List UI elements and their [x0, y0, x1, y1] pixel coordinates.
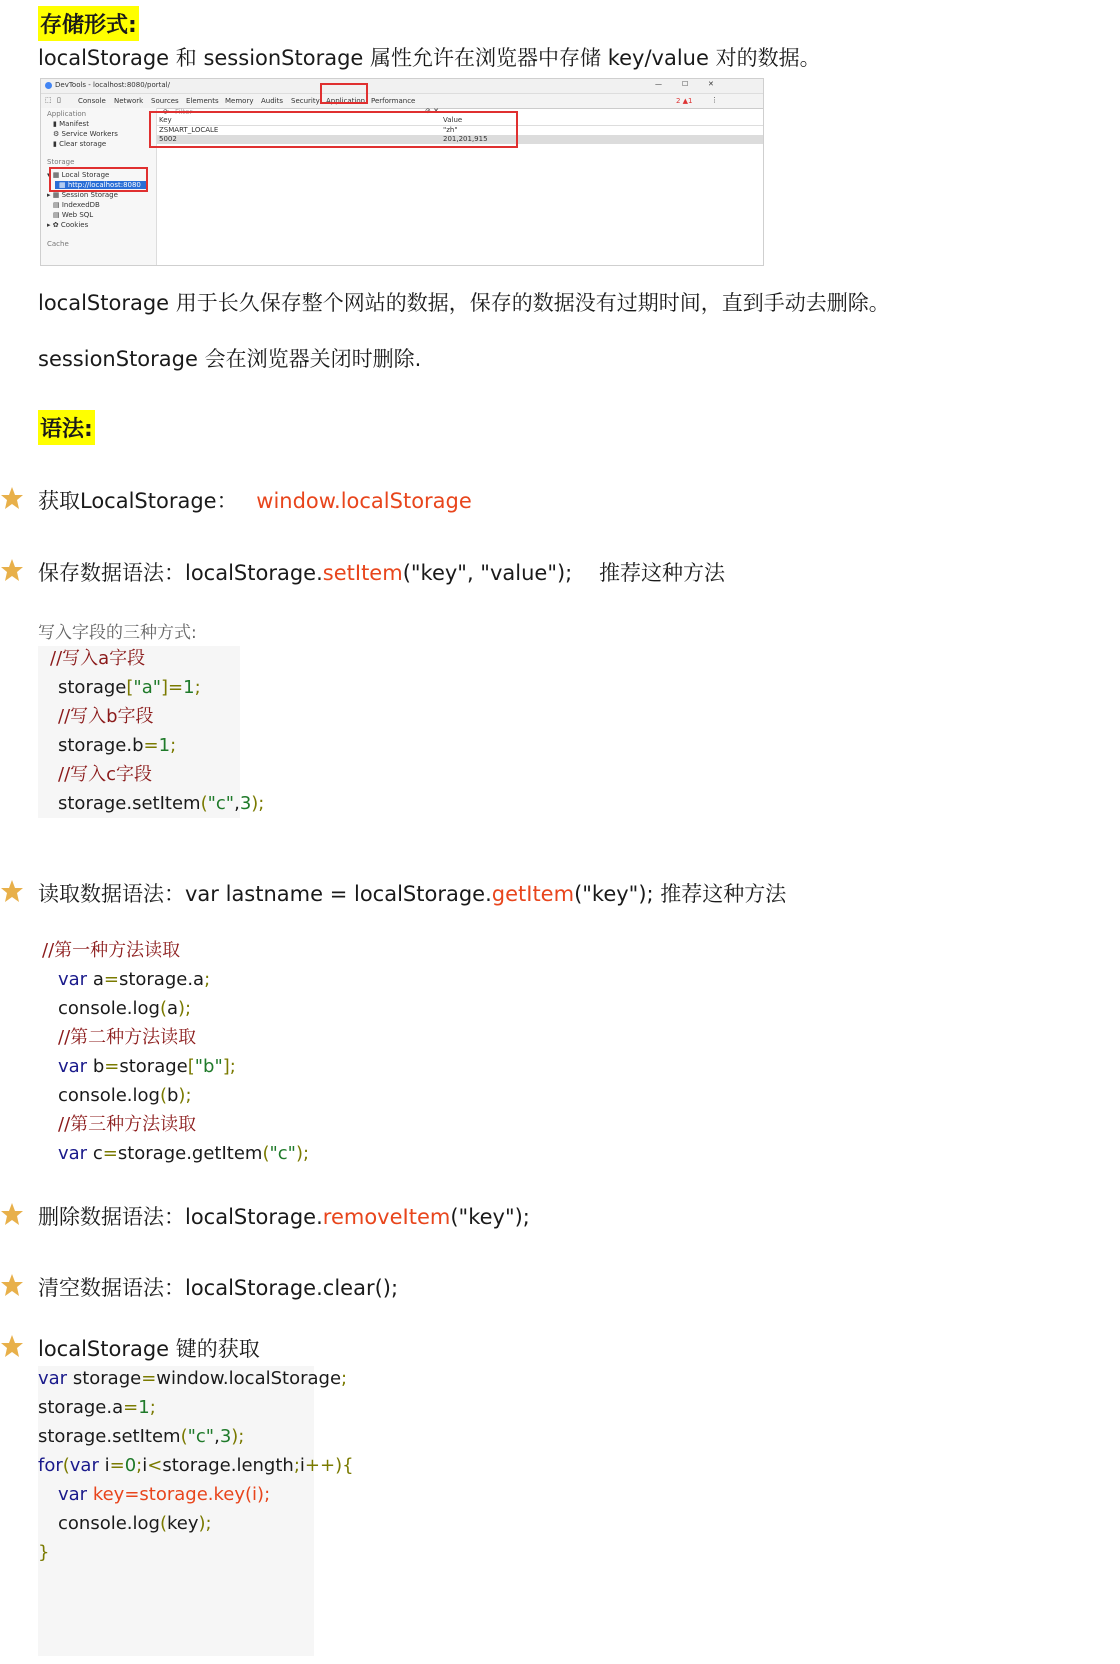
tab-network[interactable]: Network: [114, 97, 144, 105]
side-local-origin[interactable]: ▦ http://localhost:8080: [55, 181, 147, 189]
write-caption: 写入字段的三种方式:: [38, 623, 197, 643]
side-local-storage[interactable]: ▾ ▦ Local Storage: [47, 171, 110, 179]
code-line: storage.b=1;: [58, 735, 177, 756]
tab-audits[interactable]: Audits: [261, 97, 284, 105]
local-desc: localStorage 用于长久保存整个网站的数据，保存的数据没有过期时间，直到手动去删除。: [38, 291, 890, 315]
code-comment: //第一种方法读取: [42, 940, 181, 961]
highlight-local-storage: [49, 167, 148, 192]
get-item: [38, 485, 472, 515]
tab-security[interactable]: Security: [291, 97, 320, 105]
clear-item: 清空数据语法：localStorage.clear();: [38, 1276, 399, 1300]
code-line: storage.setItem("c",3);: [38, 1426, 245, 1447]
session-desc: sessionStorage 会在浏览器关闭时删除.: [38, 347, 422, 371]
col-value: Value: [443, 116, 463, 124]
get-value: window.localStorage: [256, 489, 472, 513]
tab-console[interactable]: Console: [78, 97, 106, 105]
refresh-icon[interactable]: ⟳: [163, 108, 169, 116]
side-cache-header: Cache: [47, 240, 69, 248]
code-comment: //写入a字段: [50, 648, 146, 669]
code-line: var storage=window.localStorage;: [38, 1368, 348, 1389]
set-prefix: 保存数据语法：localStorage.: [38, 561, 323, 585]
col-key: Key: [159, 116, 172, 124]
tab-application[interactable]: Application: [326, 97, 366, 105]
set-method: setItem: [322, 561, 403, 585]
code-line: var a=storage.a;: [58, 969, 211, 990]
code-line: var c=storage.getItem("c");: [58, 1143, 310, 1164]
star-icon: [0, 486, 24, 510]
tab-memory[interactable]: Memory: [225, 97, 254, 105]
syntax-heading: 语法:: [38, 410, 95, 445]
star-icon: [0, 1202, 24, 1226]
code-comment: //第二种方法读取: [58, 1027, 197, 1048]
star-icon: [0, 1334, 24, 1358]
read-suffix: ("key"); 推荐这种方法: [574, 882, 787, 906]
read-prefix: 读取数据语法：var lastname = localStorage.: [38, 882, 492, 906]
remove-item: [38, 1201, 530, 1231]
storage-heading: 存储形式:: [38, 6, 139, 41]
side-manifest[interactable]: ▮ Manifest: [53, 120, 89, 128]
star-icon: [0, 879, 24, 903]
cell-key: 5002: [159, 135, 177, 143]
side-websql[interactable]: ▤ Web SQL: [53, 211, 94, 219]
db-icon: ▤: [53, 201, 62, 209]
file-icon: ▮: [53, 120, 60, 128]
storage-intro: localStorage 和 sessionStorage 属性允许在浏览器中存储 key/value 对的数据。: [38, 46, 821, 70]
star-icon: [0, 558, 24, 582]
highlight-application-tab: [320, 83, 368, 104]
filter-input[interactable]: Filter: [175, 108, 193, 116]
code-line: console.log(b);: [58, 1085, 192, 1106]
code-comment: //第三种方法读取: [58, 1114, 197, 1135]
cell-value: 201,201,915: [443, 135, 488, 143]
chrome-icon: [45, 82, 52, 89]
side-session-storage[interactable]: ▸ ▦ Session Storage: [47, 191, 118, 199]
tab-performance[interactable]: Performance: [371, 97, 416, 105]
devtools-tabbar: [41, 94, 763, 109]
db-icon: ▤: [53, 211, 62, 219]
remove-suffix: ("key");: [450, 1205, 530, 1229]
code-line: storage.setItem("c",3);: [58, 793, 265, 814]
side-service-workers[interactable]: ⚙ Service Workers: [53, 130, 118, 138]
code-comment: //写入c字段: [58, 764, 153, 785]
set-item: [38, 557, 725, 587]
remove-method: removeItem: [322, 1205, 451, 1229]
maximize-icon[interactable]: ☐: [682, 80, 689, 88]
get-prefix: 获取LocalStorage：: [38, 489, 238, 513]
code-line: console.log(a);: [58, 998, 192, 1019]
read-method: getItem: [491, 882, 575, 906]
star-icon: [0, 1273, 24, 1297]
side-cookies[interactable]: ▸ ✿ Cookies: [47, 221, 89, 229]
set-suffix: ("key", "value");: [402, 561, 573, 585]
code-line: for(var i=0;i<storage.length;i++){: [38, 1455, 354, 1476]
db-icon: ▦: [59, 181, 68, 189]
code-line: storage["a"]=1;: [58, 677, 201, 698]
tab-sources[interactable]: Sources: [151, 97, 179, 105]
set-note: 推荐这种方法: [598, 561, 725, 585]
cell-value: "zh": [443, 126, 458, 134]
side-clear-storage[interactable]: ▮ Clear storage: [53, 140, 107, 148]
expand-icon: ▸ ▦: [47, 191, 62, 199]
minimize-icon[interactable]: —: [655, 80, 662, 88]
expand-icon: ▾ ▦: [47, 171, 62, 179]
code-comment: //写入b字段: [58, 706, 154, 727]
side-indexeddb[interactable]: ▤ IndexedDB: [53, 201, 100, 209]
devtools-titlebar: [41, 79, 763, 94]
side-storage-header: Storage: [47, 158, 75, 166]
gear-icon: ⚙: [53, 130, 62, 138]
remove-prefix: 删除数据语法：localStorage.: [38, 1205, 323, 1229]
code-line: storage.a=1;: [38, 1397, 156, 1418]
cookie-icon: ▸ ✿: [47, 221, 61, 229]
side-application-header: Application: [47, 110, 87, 118]
devtools-screenshot: [40, 78, 764, 266]
more-icon[interactable]: ⋮: [711, 96, 718, 104]
cell-key: ZSMART_LOCALE: [159, 126, 219, 134]
tab-elements[interactable]: Elements: [186, 97, 219, 105]
code-line: var key=storage.key(i);: [58, 1484, 271, 1505]
code-line: var b=storage["b"];: [58, 1056, 236, 1077]
devtools-title: DevTools - localhost:8080/portal/: [55, 81, 170, 89]
keys-item: localStorage 键的获取: [38, 1337, 260, 1361]
code-line: }: [38, 1542, 50, 1563]
inspect-icon[interactable]: ⬚: [45, 96, 52, 104]
error-badge: 2 ▲1: [676, 97, 693, 105]
code-line: console.log(key);: [58, 1513, 212, 1534]
clear-icon[interactable]: ⊘ ✕: [425, 107, 439, 115]
highlight-storage-table: [149, 111, 518, 148]
device-icon[interactable]: ▯: [57, 96, 61, 104]
trash-icon: ▮: [53, 140, 60, 148]
read-item: [38, 878, 786, 908]
close-icon[interactable]: ✕: [708, 80, 714, 88]
